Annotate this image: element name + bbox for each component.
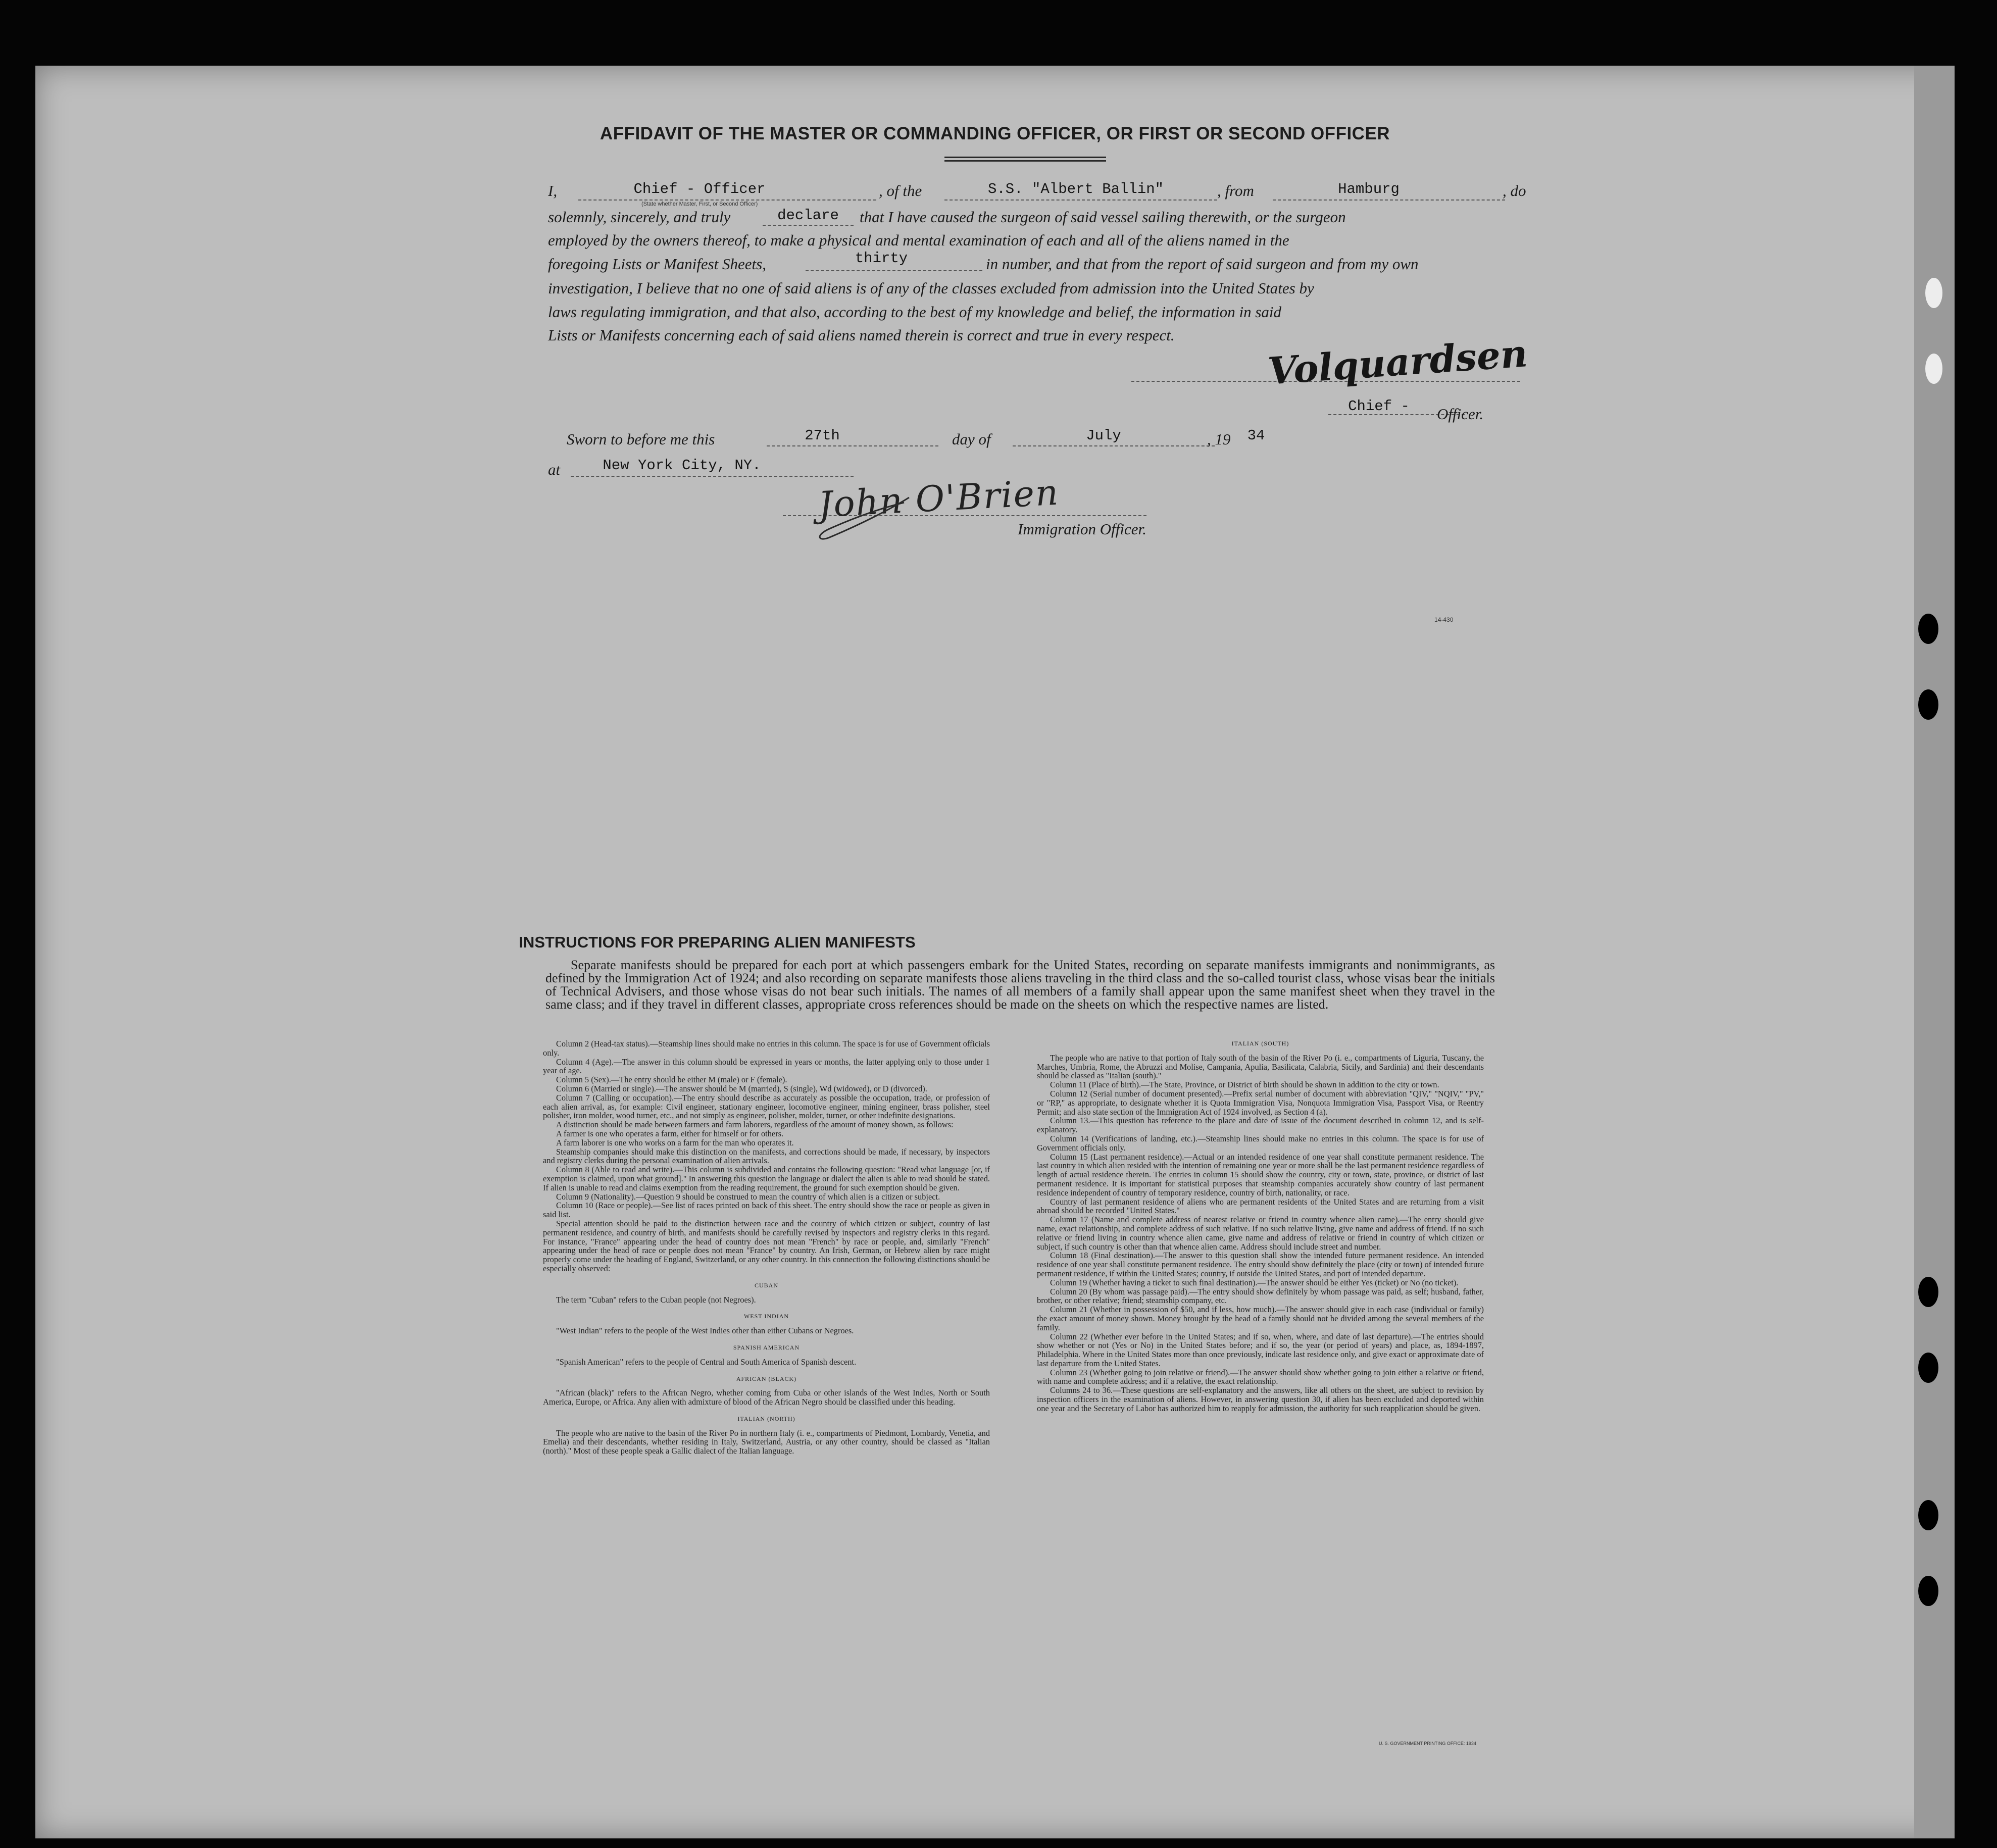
instructions-intro: Separate manifests should be prepared for each port at which passengers embark for the United States, recording on separate manifests immigrants and nonimmigrants, as defined by the Immigration Act of 1924; and also recording on separate manifests those aliens traveling in the third class and the so-called tourist class, whose visas bear the initials of Technical Advisers, and those whose visas do not bear such initials. The names of all members of a family shall appear upon the same manifest sheet when they travel in the same class; and if they travel in different classes, appropriate cross references should be made on the sheets on which the respective names are listed. (545, 958, 1495, 1012)
oath-rule (763, 225, 854, 226)
vessel-rule (944, 199, 1217, 201)
italian-south-definition: The people who are native to that portion of Italy south of the basin of the River Po (i. e., compartments of Liguria, Tuscany, the Marches, Umbria, Rome, the Abruzzi and Molise, Campania, Apulia, Basilicata, Calabria, Sicily, and Sardinia) and their descendants should be classed as "Italian (south)." (1037, 1053, 1484, 1081)
affidavit-line-2: that I have caused the surgeon of said vessel sailing therewith, or the surgeon (860, 208, 1346, 226)
instruction-col-10: Column 10 (Race or people).—See list of races printed on back of this sheet. The entry should show the race or people as given in said list. (543, 1201, 990, 1220)
affidavit-line-3: employed by the owners thereof, to make a physical and mental examination of each and all of the aliens named in the (548, 231, 1289, 249)
italian-north-definition: The people who are native to the basin of the River Po in northern Italy (i. e., compartments of Piedmont, Lombardy, Venetia, and Emelia) and their descendants, whether residing in Italy, Switzerland, Austria, or any other country, should be classed as "Italian (north)." Most of these people speak a Gallic dialect of the Italian language. (543, 1428, 990, 1456)
heading-italian-south: ITALIAN (SOUTH) (1231, 1040, 1289, 1047)
of-the-text: , of the (879, 182, 922, 199)
port-rule (1273, 199, 1505, 201)
instruction-paragraph: Country of last permanent residence of aliens who are permanent residents of the United States and are returning from a visit abroad should be recorded "United States." (1037, 1196, 1484, 1216)
immigration-signature: John O'Brien (817, 471, 1060, 526)
instruction-col-9: Column 9 (Nationality).—Question 9 should be construed to mean the country of which alien is a citizen or subject. (556, 1191, 940, 1202)
place-rule (571, 476, 854, 477)
binder-hole (1918, 1576, 1938, 1606)
rank-rule (578, 199, 876, 201)
day-field: 27th (805, 427, 840, 444)
binder-hole (1918, 689, 1938, 720)
port-field: Hamburg (1338, 181, 1400, 197)
printing-office-note: U. S. GOVERNMENT PRINTING OFFICE: 1934 (1379, 1741, 1476, 1746)
african-definition: "African (black)" refers to the African Negro, whether coming from Cuba or other islands of the West Indies, North or South America, Europe, or Africa. Any alien with admixture of blood of the African Negro should be classified under this heading. (543, 1388, 990, 1407)
instruction-col-15: Column 15 (Last permanent residence).—Actual or an intended residence of one year shall constitute permanent residence. The last country in which alien resided with the intention of remaining one year or more shall be the last permanent residence regardless of length of actual residence therein. The entries in column 15 should show the country, city or town, state, province, or district of last permanent residence. It is important for statistical purposes that steamship companies accurately show country of last permanent residence independent of country of temporary residence, country of birth, nationality, or race. (1037, 1152, 1484, 1197)
from-text: , from (1217, 182, 1254, 199)
heading-west-indian: WEST INDIAN (743, 1313, 789, 1320)
place-field: New York City, NY. (603, 457, 761, 474)
manifest-sheet (35, 66, 1955, 1838)
master-signature: Volquardsen (1266, 332, 1529, 393)
affidavit-line-6: laws regulating immigration, and that also, according to the best of my knowledge and belief, the information in said (548, 303, 1282, 321)
instruction-col-11: Column 11 (Place of birth).—The State, Province, or District of birth should be shown in addition to the city or town. (1050, 1080, 1439, 1090)
month-rule (1013, 445, 1215, 446)
rank-note: (State whether Master, First, or Second Officer) (641, 201, 758, 207)
sheet-edge (1914, 66, 1955, 1838)
instruction-col-13: Column 13.—This question has reference to the place and date of issue of the document described in column 12, and is self-explanatory. (1037, 1116, 1484, 1135)
month-field: July (1086, 427, 1121, 444)
binder-hole (1918, 1500, 1938, 1530)
at-text: at (548, 461, 561, 478)
instructions-left-column (543, 1039, 990, 1456)
instruction-paragraph: A farmer is one who operates a farm, either for himself or for others. (556, 1128, 784, 1138)
oath-word-field: declare (777, 207, 839, 224)
instruction-col-4: Column 4 (Age).—The answer in this column should be expressed in years or months, the latter applying only to those under 1 year of age. (543, 1057, 990, 1076)
signature-flourish (813, 490, 914, 545)
binder-hole (1918, 614, 1938, 644)
day-of-text: day of (952, 430, 991, 448)
heading-spanish-american: SPANISH AMERICAN (733, 1343, 800, 1351)
instruction-col-12: Column 12 (Serial number of document presented).—Prefix serial number of document with abbreviation "QIV," "NQIV," "PV," or "RP," as appropriate, to designate whether it is Quota Immigration Visa, Nonquota Immigration Visa, Passport Visa, or Reentry Permit; and also state section of the Immigration Act of 1924 involved, as Section 4 (a). (1037, 1088, 1484, 1117)
affidavit-i: I, (548, 182, 558, 199)
instruction-col-21: Column 21 (Whether in possession of $50, and if less, how much).—The answer should give in each case (individual or family) the exact amount of money shown. Money brought by the head of a family should not be divided among the several members of the family. (1037, 1305, 1484, 1332)
instruction-col-22: Column 22 (Whether ever before in the United States; and if so, when, where, and date of last departure).—The entries should show whether or not (Yes or No) in the United States before; and if so, the year (or period of years) and place, as, 1894-1897, Philadelphia. Where in the United States more than once previously, indicate last residence only, and give exact or approximate date of last departure from the United States. (1037, 1331, 1484, 1368)
vessel-field: S.S. "Albert Ballin" (987, 181, 1164, 197)
heading-african: AFRICAN (BLACK) (736, 1375, 797, 1382)
sheet-count-rule (806, 270, 982, 271)
binder-hole (1925, 278, 1942, 308)
sworn-text: Sworn to before me this (567, 430, 715, 448)
instructions-right-column (1037, 1039, 1484, 1413)
instruction-col-23: Column 23 (Whether going to join relative or friend).—The answer should show whether going to join either a relative or friend, with name and complete address; and if a relative, the exact relationship. (1037, 1367, 1484, 1386)
instruction-col-7: Column 7 (Calling or occupation).—The entry should describe as accurately as possible the occupation, trade, or profession of each alien arrival, as, for example: Civil engineer, stationary engineer, locomotive engineer, mining engineer, brass polisher, steel polisher, iron molder, wood turner, etc., and not simply as engineer, polisher, molder, turner, or other indefinite designations. (543, 1092, 990, 1121)
instructions-title: INSTRUCTIONS FOR PREPARING ALIEN MANIFESTS (519, 933, 916, 951)
immigration-officer-title: Immigration Officer. (1018, 520, 1146, 538)
instruction-col-2: Column 2 (Head-tax status).—Steamship lines should make no entries in this column. The space is for use of Government officials only. (543, 1039, 990, 1058)
binder-hole (1918, 1353, 1938, 1383)
officer-rank-field: Chief - Officer (633, 181, 766, 197)
instruction-paragraph: A distinction should be made between farmers and farm laborers, regardless of the amount of money shown, as follows: (556, 1120, 954, 1130)
affidavit-line-5: investigation, I believe that no one of said aliens is of any of the classes excluded from admission into the United States by (548, 279, 1314, 297)
solemnly-text: solemnly, sincerely, and truly (548, 208, 731, 226)
officer-title-field: Chief - (1348, 398, 1410, 415)
instruction-paragraph: A farm laborer is one who works on a farm for the man who operates it. (556, 1137, 794, 1147)
instruction-col-14: Column 14 (Verifications of landing, etc.).—Steamship lines should make no entries in this column. The space is for use of Government officials only. (1037, 1133, 1484, 1153)
year-field: 34 (1247, 427, 1265, 444)
affidavit-line-7: Lists or Manifests concerning each of said aliens named therein is correct and true in every respect. (548, 326, 1175, 344)
year-prefix: , 19 (1207, 430, 1231, 448)
west-indian-definition: "West Indian" refers to the people of the West Indies other than either Cubans or Negroes. (556, 1326, 854, 1336)
instruction-col-19: Column 19 (Whether having a ticket to such final destination).—The answer should be either Yes (ticket) or No (no ticket). (1050, 1277, 1459, 1287)
instruction-col-17: Column 17 (Name and complete address of nearest relative or friend in country whence alien came).—The entry should give name, exact relationship, and complete address of such relative. If no such relative living, give name and address of friend. If no such relative or friend living in country whence alien came, give name and address of relative or friend in country of which citizen or subject, if such country is other than that whence alien came. Address should include street and number. (1037, 1215, 1484, 1252)
affidavit-line-4-start: foregoing Lists or Manifest Sheets, (548, 255, 766, 273)
instruction-col-24-36: Columns 24 to 36.—These questions are self-explanatory and the answers, like all others on the sheet, are subject to revision by inspection officers in the examination of aliens. However, in answering question 30, if alien has been excluded and deported within one year and the Secretary of Labor has authorized him to reapply for admission, the authority for such reapplication should be given. (1037, 1385, 1484, 1413)
binder-hole (1918, 1277, 1938, 1307)
sheet-count-field: thirty (855, 250, 908, 267)
cuban-definition: The term "Cuban" refers to the Cuban people (not Negroes). (556, 1294, 756, 1305)
instruction-col-20: Column 20 (By whom was passage paid).—The entry should show definitely by whom passage was paid, as self; husband, father, brother, or other relative; friend; steamship company, etc. (1037, 1286, 1484, 1306)
affidavit-title: AFFIDAVIT OF THE MASTER OR COMMANDING OFFICER, OR FIRST OR SECOND OFFICER (600, 124, 1390, 143)
instruction-paragraph: Steamship companies should make this distinction on the manifests, and corrections should be made, if necessary, by inspectors and registry clerks during the personal examination of alien arrivals. (543, 1146, 990, 1166)
officer-suffix: Officer. (1437, 405, 1484, 423)
affidavit-line-4-end: in number, and that from the report of said surgeon and from my own (986, 255, 1419, 273)
day-rule (767, 445, 938, 446)
instruction-paragraph: Special attention should be paid to the distinction between race and the country of which citizen or subject, country of last permanent residence, and country of birth, and manifests should be carefully revised by inspectors and registry clerks in this regard. For instance, "France" appearing under the head of country does not mean "French" by race or people, and, similarly "French" appearing under the head of race or people does not mean "France" by country. An Irish, German, or Hebrew alien by race might properly come under the heading of England, Switzerland, or any other country. In this connection the following distinctions should be especially observed: (543, 1218, 990, 1273)
form-code: 14-430 (1434, 616, 1454, 623)
instruction-col-5: Column 5 (Sex).—The entry should be either M (male) or F (female). (556, 1075, 787, 1085)
heading-cuban: CUBAN (754, 1281, 778, 1289)
instruction-col-8: Column 8 (Able to read and write).—This column is subdivided and contains the following question: "Read what language [or, if exemption is claimed, upon what ground]." In answering this question the language or dialect the alien is able to read should be stated. If alien is unable to read and claims exemption from the reading requirement, the ground for such exemption should be given. (543, 1165, 990, 1192)
spanish-american-definition: "Spanish American" refers to the people of Central and South America of Spanish descent. (556, 1357, 857, 1367)
do-text: , do (1503, 182, 1526, 199)
title-rule (944, 157, 1106, 162)
binder-hole (1925, 354, 1942, 384)
instruction-col-18: Column 18 (Final destination).—The answer to this question shall show the intended future permanent residence. An intended residence of one year shall constitute permanent residence. The entry should show definitely the place (city or town) of intended future permanent residence, if within the United States; country, if outside the United States, and port of intended departure. (1037, 1251, 1484, 1278)
instruction-col-6: Column 6 (Married or single).—The answer should be M (married), S (single), Wd (widowed), or D (divorced). (556, 1083, 927, 1093)
heading-italian-north: ITALIAN (NORTH) (737, 1415, 795, 1422)
